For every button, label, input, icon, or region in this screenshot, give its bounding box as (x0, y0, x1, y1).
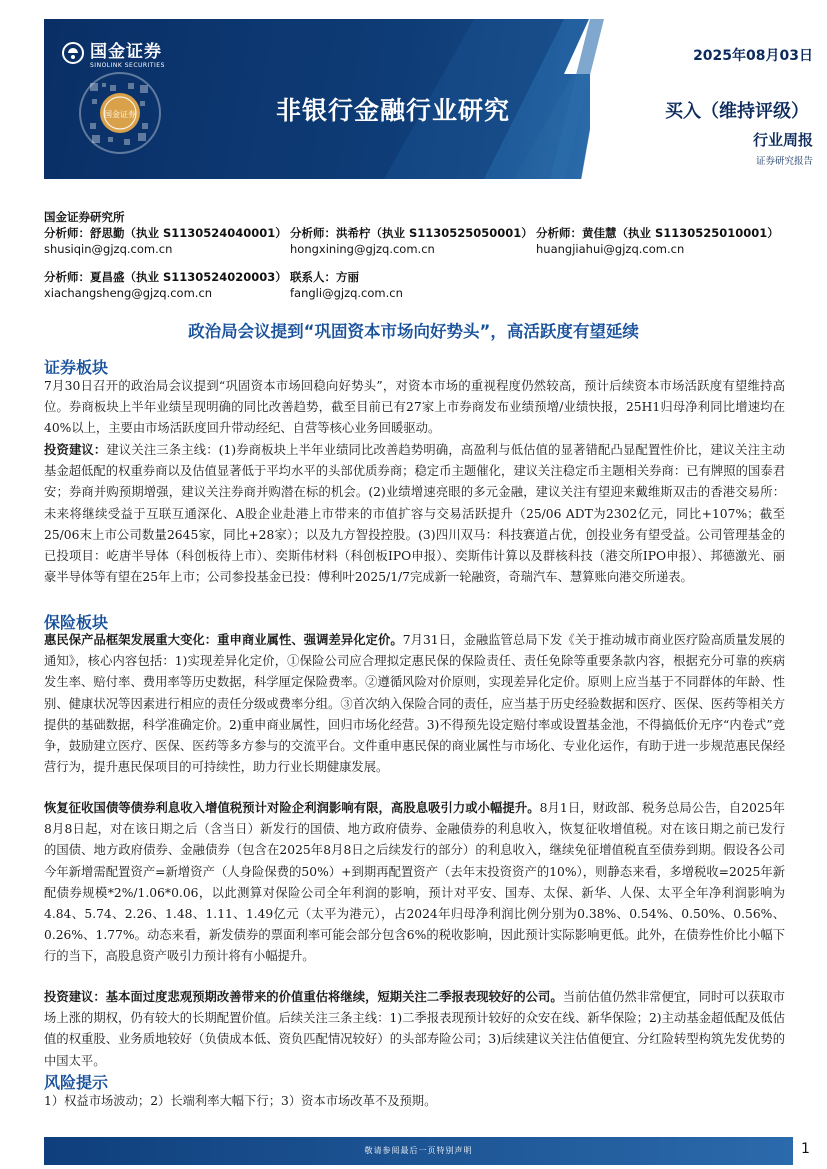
risk-text: 1）权益市场波动；2）长端利率大幅下行；3）资本市场改革不及预期。 (44, 1094, 437, 1108)
report-title: 非银行金融行业研究 (276, 96, 511, 125)
report-type: 行业周报 (752, 131, 813, 149)
analyst-1-email[interactable]: shusiqin@gjzq.com.cn (44, 242, 173, 256)
rating: 买入（维持评级） (665, 101, 809, 122)
securities-p2-lead: 投资建议： (44, 443, 107, 457)
insurance-p2-lead: 恢复征收国债等债券利息收入增值税预计对险企利润影响有限，高股息吸引力或小幅提升。 (44, 801, 540, 815)
brand-name-cn: 国金证券 (90, 42, 162, 62)
qr-seal-icon (78, 71, 162, 155)
contact-email[interactable]: fangli@gjzq.com.cn (290, 286, 403, 300)
footer-disclaimer[interactable]: 敬请参阅最后一页特别声明 (364, 1146, 473, 1155)
footer-bar (44, 1137, 793, 1165)
institute-name: 国金证券研究所 (44, 210, 125, 224)
analyst-4-email[interactable]: xiachangsheng@gjzq.com.cn (44, 286, 213, 300)
report-date: 2025年08月03日 (693, 48, 813, 64)
header-banner (44, 19, 823, 179)
analyst-4-label: 分析师：夏昌盛（执业 S1130524020003） (44, 270, 287, 284)
analyst-block (44, 209, 804, 301)
insurance-p3-text: 当前估值仍然非常便宜，同时可以获取市场上涨的期权，仍有较大的长期配置价值。后续关注三条主线：1)二季报表现预计较好的众安在线、新华保险；2)主动基金超低配及低估值的权重股、业务质地较好（负债成本低、资负匹配情况较好）的头部寿险公司；3)后续建议关注估值便宜、分红险转型构筑先发优势的中国太平。 (44, 990, 785, 1068)
section-title-insurance: 保险板块 (44, 613, 109, 632)
securities-paragraph-2 (44, 440, 785, 588)
section-title-risk: 风险提示 (44, 1073, 109, 1092)
insurance-p3-lead: 投资建议：基本面过度悲观预期改善带来的价值重估将继续，短期关注二季报表现较好的公司。 (44, 990, 563, 1004)
brand-name-en: SINOLINK SECURITIES (90, 62, 165, 69)
analyst-2-label: 分析师：洪希柠（执业 S1130525050001） (290, 226, 533, 240)
insurance-paragraph-3 (44, 987, 785, 1072)
report-subtitle: 证券研究报告 (755, 156, 813, 167)
insurance-p1-text: 7月31日，金融监管总局下发《关于推动城市商业医疗险高质量发展的通知》，核心内容包括：1)实现差异化定价，①保险公司应合理拟定惠民保的保险责任、责任免除等重要条款内容，根据充分可靠的疾病发生率、赔付率、费用率等历史数据，科学厘定保险费率。②遵循风险对价原则，实现差异化定价。原则上应当基于不同群体的年龄、性别、健康状况等因素进行相应的责任分级或费率分组。③首次纳入保险合同的责任，应当基于历史经验数据和医疗、医保、医药等相关方提供的基础数据，科学准确定价。2)重申商业属性，回归市场化经营。3)不得预先设定赔付率或设置基金池，不得搞低价无序“内卷式”竞争，鼓励建立医疗、医保、医药等多方参与的交流平台。文件重申惠民保的商业属性与市场化、专业化运作，有助于进一步规范惠民保经营行为，提升惠民保项目的可持续性，助力行业长期健康发展。 (44, 633, 785, 775)
contact-label: 联系人：方丽 (290, 270, 359, 284)
insurance-paragraph-2 (44, 798, 785, 968)
sinolink-logo-icon (62, 42, 84, 64)
insurance-p1-lead: 惠民保产品框架发展重大变化：重申商业属性、强调差异化定价。 (44, 633, 403, 647)
brand-logo (62, 37, 165, 69)
risk-paragraph (44, 1091, 785, 1112)
analyst-3-label: 分析师：黄佳慧（执业 S1130525010001） (536, 226, 779, 240)
report-headline: 政治局会议提到“巩固资本市场向好势头”，高活跃度有望延续 (188, 322, 639, 341)
analyst-1-label: 分析师：舒思勤（执业 S1130524040001） (44, 226, 287, 240)
analyst-2-email[interactable]: hongxining@gjzq.com.cn (290, 242, 435, 256)
insurance-p2-text: 8月1日，财政部、税务总局公告，自2025年8月8日起，对在该日期之后（含当日）新发行的国债、地方政府债券、金融债券的利息收入，恢复征收增值税。对在该日期之前已发行的国债、地方政府债券、金融债券（包含在2025年8月8日之后续发行的部分）的利息收入，继续免征增值税直至债券到期。假设各公司今年新增需配置资产=新增资产（人身险保费的50%）+到期再配置资产（去年末投资资产的10%），则静态来看，多增税收=2025年新配债券规模*2%/1.06*0.06，以此测算对保险公司全年利润的影响，预计对平安、国寿、太保、新华、人保、太平全年净利润影响为4.84、5.74、2.26、1.48、1.11、1.49亿元（太平为港元），占2024年归母净利润比例分别为0.38%、0.54%、0.50%、0.56%、0.26%、1.77%。动态来看，新发债券的票面利率可能会部分包含6%的税收影响，因此预计实际影响更低。此外，在债券性价比小幅下行的当下，高股息资产吸引力预计将有小幅提升。 (44, 801, 785, 964)
page-number: 1 (801, 1141, 810, 1157)
analyst-3-email[interactable]: huangjiahui@gjzq.com.cn (536, 242, 685, 256)
securities-p1-text: 7月30日召开的政治局会议提到“巩固资本市场回稳向好势头”，对资本市场的重视程度仍然较高，预计后续资本市场活跃度有望维持高位。券商板块上半年业绩呈现明确的同比改善趋势，截至目前已有27家上市券商发布业绩预增/业绩快报，25H1归母净利同比增速均在40%以上，主要由市场活跃度回升带动经纪、自营等核心业务回暖驱动。 (44, 379, 785, 436)
seal-text: 国金证券 (104, 110, 136, 119)
insurance-paragraph-1 (44, 630, 785, 778)
securities-p2-text: 建议关注三条主线：(1)券商板块上半年业绩同比改善趋势明确，高盈利与低估值的显著错配凸显配置性价比，建议关注主动基金超低配的权重券商以及估值显著低于平均水平的头部优质券商；稳定币主题催化，建议关注稳定币主题相关券商：已有牌照的国泰君安；券商并购预期增强，建议关注券商并购潜在标的机会。(2)业绩增速亮眼的多元金融，建议关注有望迎来戴维斯双击的香港交易所：未来将继续受益于互联互通深化、A股企业赴港上市带来的市值扩容与交易活跃提升（25/06 ADT为2302亿元，同比+107%；截至25/06末上市公司数量2645家，同比+28家）；以及九方智投控股。(3)四川双马：科技赛道占优，创投业务有望受益。公司管理基金的已投项目：屹唐半导体（科创板待上市）、奕斯伟材料（科创板IPO申报）、奕斯伟计算以及群核科技（港交所IPO申报）、邦德激光、丽豪半导体等有望在25年上市；公司参投基金已投：傅利叶2025/1/7完成新一轮融资，奇瑞汽车、慧算账向港交所递表。 (44, 443, 785, 585)
securities-paragraph-1 (44, 376, 785, 440)
section-title-securities: 证券板块 (44, 358, 109, 377)
